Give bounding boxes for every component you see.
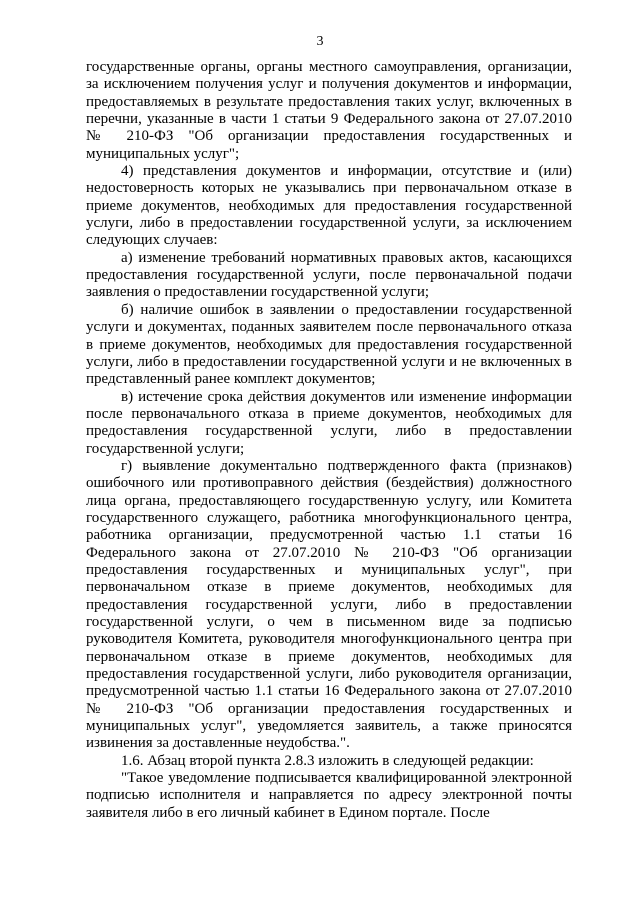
page-number: 3 (316, 34, 324, 49)
paragraph-3: а) изменение требований нормативных правовых актов, касающихся предоставления государственной услуги, после первоначальной подачи заявления о предоставлении государственной услуги; (86, 249, 572, 301)
paragraph-6: г) выявление документально подтвержденного факта (признаков) ошибочного или противоправного действия (бездействия) должностного лица органа, предоставляющего государственную услугу, или Комитета государственного служащего, работника многофункционального центра, работника организации, предусмотренной частью 1.1 статьи 16 Федерального закона от 27.07.2010 № 210-ФЗ "Об организации предоставления государственных и муниципальных услуг", при первоначальном отказе в приеме документов, необходимых для предоставления государственной услуги, либо в предоставлении государственной услуги, о чем в письменном виде за подписью руководителя Комитета, руководителя многофункционального центра при первоначальном отказе в приеме документов, необходимых для предоставления государственной услуги, либо руководителя организации, предусмотренной частью 1.1 статьи 16 Федерального закона от 27.07.2010 № 210-ФЗ "Об организации предоставления государственных и муниципальных услуг", уведомляется заявитель, а также приносятся извинения за доставленные неудобства.". (86, 457, 572, 752)
paragraph-4: б) наличие ошибок в заявлении о предоставлении государственной услуги и документах, поданных заявителем после первоначального отказа в приеме документов, необходимых для предоставления государственной услуги, либо в предоставлении государственной услуги и не включенных в представленный ранее комплект документов; (86, 301, 572, 388)
paragraph-8: "Такое уведомление подписывается квалифицированной электронной подписью исполнителя и направляется по адресу электронной почты заявителя либо в его личный кабинет в Едином портале. После (86, 770, 572, 821)
paragraph-5: в) истечение срока действия документов или изменение информации после первоначального отказа в приеме документов, необходимых для предоставления государственной услуги, либо в предоставлении государственной услуги; (86, 388, 572, 457)
document-body (86, 59, 572, 822)
paragraph-7: 1.6. Абзац второй пункта 2.8.3 изложить в следующей редакции: (121, 752, 534, 769)
paragraph-2: 4) представления документов и информации, отсутствие и (или) недостоверность которых не указывались при первоначальном отказе в приеме документов, необходимых для предоставления государственной услуги, либо в предоставлении государственной услуги, за исключением следующих случаев: (86, 163, 572, 249)
paragraph-1: государственные органы, органы местного самоуправления, организации, за исключением получения услуг и получения документов и информации, предоставляемых в результате предоставления таких услуг, включенных в перечни, указанные в части 1 статьи 9 Федерального закона от 27.07.2010 № 210-ФЗ "Об организации предоставления государственных и муниципальных услуг"; (86, 59, 572, 162)
